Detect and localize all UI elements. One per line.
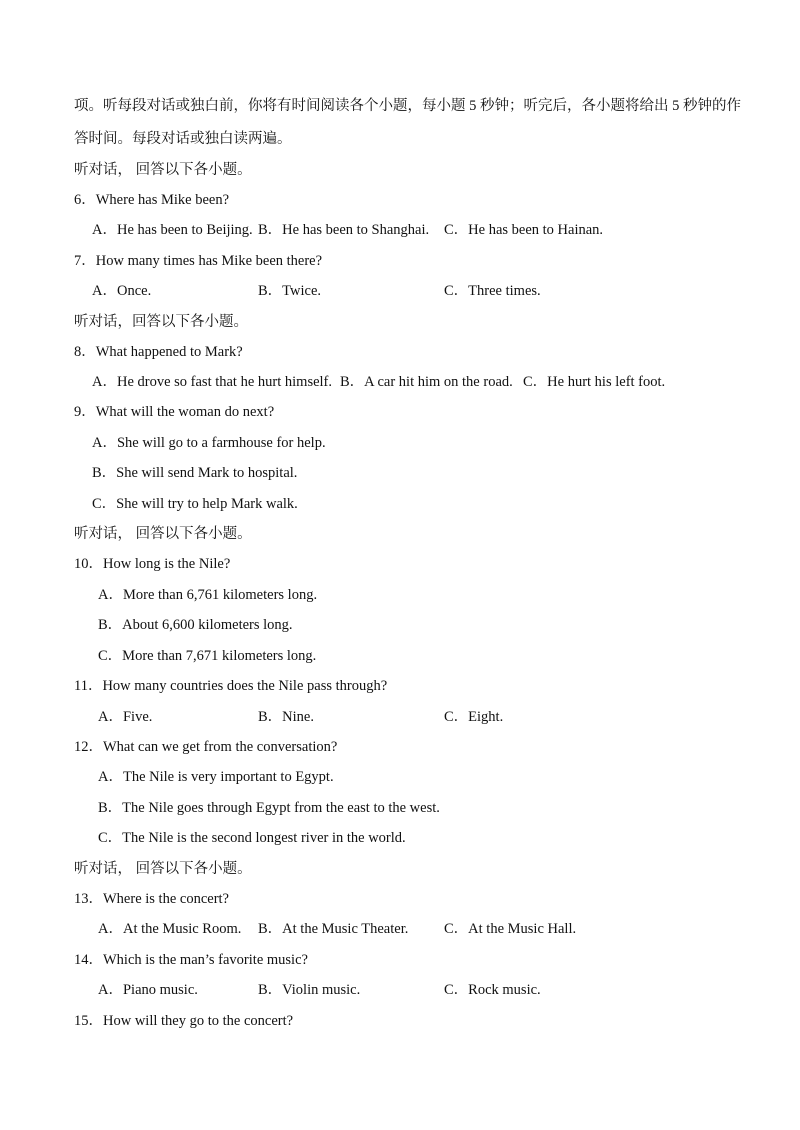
question-10: 10．How long is the Nile? [74,556,231,572]
q6-option-c[interactable]: C．He has been to Hainan. [444,222,604,238]
question-6: 6．Where has Mike been? [74,192,230,208]
q9-option-a[interactable]: A．She will go to a farmhouse for help. [92,435,326,451]
q8-option-b[interactable]: B．A car hit him on the road. [340,374,513,390]
q14-option-a[interactable]: A．Piano music. [98,982,198,998]
q9-option-c[interactable]: C．She will try to help Mark walk. [92,496,298,512]
q10-option-a[interactable]: A．More than 6,761 kilometers long. [98,587,318,603]
q9-option-b[interactable]: B．She will send Mark to hospital. [92,465,298,481]
section-heading: 听对话， 回答以下各小题。 [74,526,252,542]
instructions-line-1: 项。听每段对话或独白前，你将有时间阅读各个小题，每小题 5 秒钟；听完后，各小题将给出 5 秒钟的作 [74,98,741,114]
q8-option-a[interactable]: A．He drove so fast that he hurt himself. [92,374,333,390]
q14-option-c[interactable]: C．Rock music. [444,982,541,998]
q7-option-a[interactable]: A．Once. [92,283,152,299]
q13-option-b[interactable]: B．At the Music Theater. [258,921,409,937]
q12-option-a[interactable]: A．The Nile is very important to Egypt. [98,769,334,785]
section-heading: 听对话， 回答以下各小题。 [74,861,252,877]
instructions-line-2: 答时间。每段对话或独白读两遍。 [74,131,292,147]
q11-option-a[interactable]: A．Five. [98,709,153,725]
question-9: 9．What will the woman do next? [74,404,275,420]
q10-option-b[interactable]: B．About 6,600 kilometers long. [98,617,293,633]
q8-option-c[interactable]: C．He hurt his left foot. [523,374,666,390]
question-15: 15．How will they go to the concert? [74,1013,294,1029]
question-8: 8．What happened to Mark? [74,344,243,360]
q11-option-c[interactable]: C．Eight. [444,709,504,725]
q12-option-b[interactable]: B．The Nile goes through Egypt from the east to the west. [98,800,440,816]
question-13: 13．Where is the concert? [74,891,229,907]
q13-option-c[interactable]: C．At the Music Hall. [444,921,577,937]
question-7: 7．How many times has Mike been there? [74,253,323,269]
q7-option-c[interactable]: C．Three times. [444,283,541,299]
section-heading: 听对话，回答以下各小题。 [74,314,248,330]
question-12: 12．What can we get from the conversation? [74,739,338,755]
q6-option-a[interactable]: A．He has been to Beijing. [92,222,253,238]
section-heading: 听对话， 回答以下各小题。 [74,162,252,178]
q7-option-b[interactable]: B．Twice. [258,283,322,299]
question-14: 14．Which is the man’s favorite music? [74,952,308,968]
q6-option-b[interactable]: B．He has been to Shanghai. [258,222,430,238]
question-11: 11．How many countries does the Nile pass through? [74,678,388,694]
q13-option-a[interactable]: A．At the Music Room. [98,921,242,937]
q10-option-c[interactable]: C．More than 7,671 kilometers long. [98,648,317,664]
q11-option-b[interactable]: B．Nine. [258,709,314,725]
q12-option-c[interactable]: C．The Nile is the second longest river in the world. [98,830,406,846]
q14-option-b[interactable]: B．Violin music. [258,982,361,998]
